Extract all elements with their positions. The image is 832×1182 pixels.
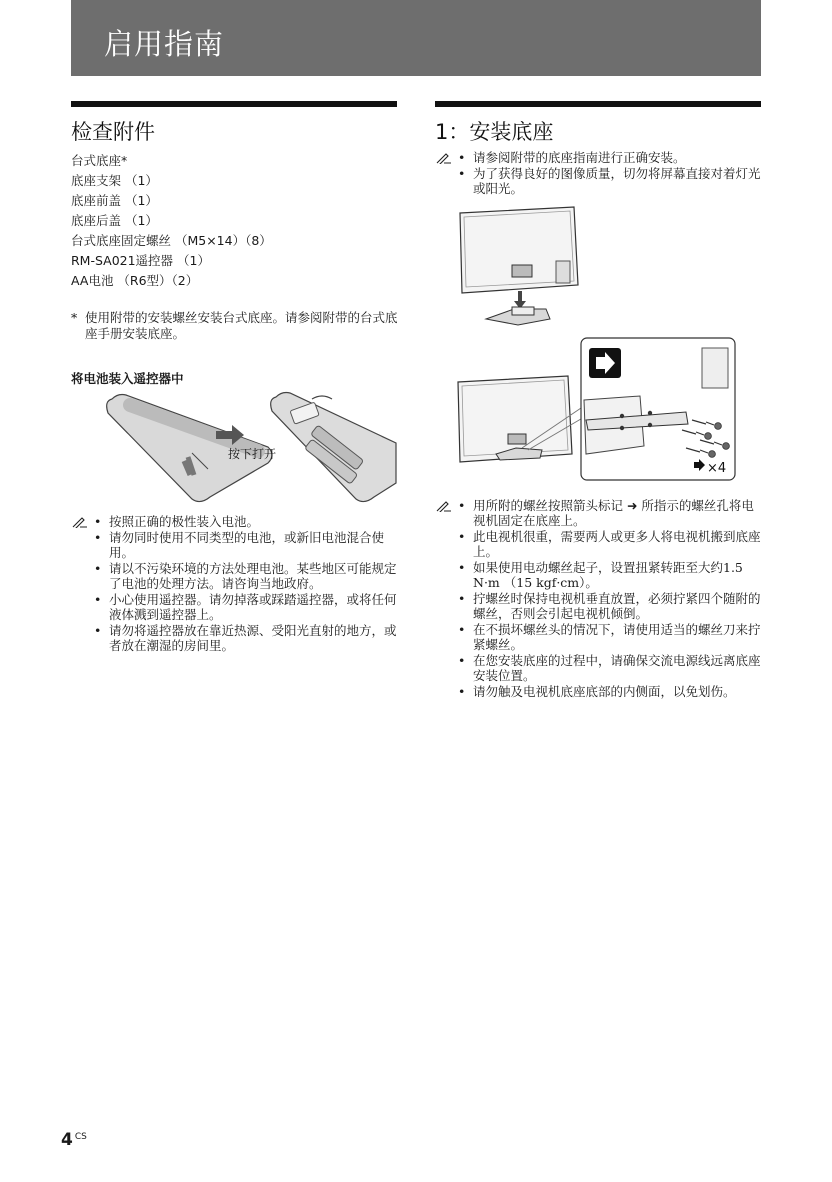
list-item: • 请勿将遥控器放在靠近热源、受阳光直射的地方，或者放在潮湿的房间里。 bbox=[94, 623, 399, 653]
battery-notes bbox=[94, 514, 399, 654]
list-item: • 小心使用遥控器。请勿掉落或踩踏遥控器，或将任何液体溅到遥控器上。 bbox=[94, 592, 399, 622]
tv-stand-illustration bbox=[456, 205, 584, 330]
list-item: 台式底座* bbox=[71, 153, 128, 168]
install-stand-heading: 1：安装底座 bbox=[435, 120, 554, 144]
list-item: RM-SA021遥控器 （1） bbox=[71, 253, 210, 268]
install-top-notes bbox=[458, 150, 763, 197]
list-item: • 按照正确的极性装入电池。 bbox=[94, 514, 399, 529]
list-item: • 请以不污染环境的方法处理电池。某些地区可能规定了电池的处理方法。请咨询当地政府。 bbox=[94, 561, 399, 591]
list-item: • 请勿触及电视机底座底部的内侧面，以免划伤。 bbox=[458, 684, 763, 699]
install-bottom-notes bbox=[458, 498, 763, 700]
list-item: 底座后盖 （1） bbox=[71, 213, 158, 228]
screw-count-label: ×4 bbox=[707, 461, 727, 476]
list-item: • 在您安装底座的过程中，请确保交流电源线远离底座安装位置。 bbox=[458, 653, 763, 683]
footnote-mark: * bbox=[71, 310, 78, 325]
accessories-list bbox=[71, 151, 272, 291]
page-number-suffix: CS bbox=[74, 1132, 87, 1142]
list-item: 台式底座固定螺丝 （M5×14）（8） bbox=[71, 233, 272, 248]
list-item: • 请参阅附带的底座指南进行正确安装。 bbox=[458, 150, 763, 165]
accessories-heading: 检查附件 bbox=[71, 120, 155, 144]
note-pencil-icon bbox=[72, 516, 88, 528]
list-item: • 用所附的螺丝按照箭头标记 ➜ 所指示的螺丝孔将电视机固定在底座上。 bbox=[458, 498, 763, 528]
list-item: • 此电视机很重，需要两人或更多人将电视机搬到底座上。 bbox=[458, 529, 763, 559]
list-item: • 在不损坏螺丝头的情况下，请使用适当的螺丝刀来拧紧螺丝。 bbox=[458, 622, 763, 652]
footnote-text: 使用附带的安装螺丝安装台式底座。请参阅附带的台式底座手册安装底座。 bbox=[85, 310, 398, 341]
footnote bbox=[71, 310, 401, 342]
list-item: • 请勿同时使用不同类型的电池，或新旧电池混合使用。 bbox=[94, 530, 399, 560]
left-section-rule bbox=[71, 101, 397, 107]
press-to-open-label: 按下打开 bbox=[228, 447, 277, 461]
battery-illustration bbox=[100, 391, 400, 506]
page-number-value: 4 bbox=[61, 1130, 73, 1150]
remote-open-illustration bbox=[271, 393, 396, 502]
list-item: 底座支架 （1） bbox=[71, 173, 158, 188]
list-item: • 为了获得良好的图像质量，切勿将屏幕直接对着灯光或阳光。 bbox=[458, 166, 763, 196]
list-item: AA电池 （R6型）（2） bbox=[71, 273, 199, 288]
page-title: 启用指南 bbox=[104, 27, 225, 61]
note-pencil-icon bbox=[436, 152, 452, 164]
list-item: • 拧螺丝时保持电视机垂直放置，必须拧紧四个随附的螺丝，否则会引起电视机倾倒。 bbox=[458, 591, 763, 621]
stand-screw-detail-illustration bbox=[456, 336, 738, 482]
note-pencil-icon bbox=[436, 500, 452, 512]
right-section-rule bbox=[435, 101, 761, 107]
list-item: • 如果使用电动螺丝起子，设置扭紧转距至大约1.5 N·m （15 kgf·cm）。 bbox=[458, 560, 763, 590]
battery-heading: 将电池装入遥控器中 bbox=[71, 371, 184, 386]
list-item: 底座前盖 （1） bbox=[71, 193, 158, 208]
page-number bbox=[61, 1130, 87, 1150]
title-banner bbox=[71, 0, 761, 76]
